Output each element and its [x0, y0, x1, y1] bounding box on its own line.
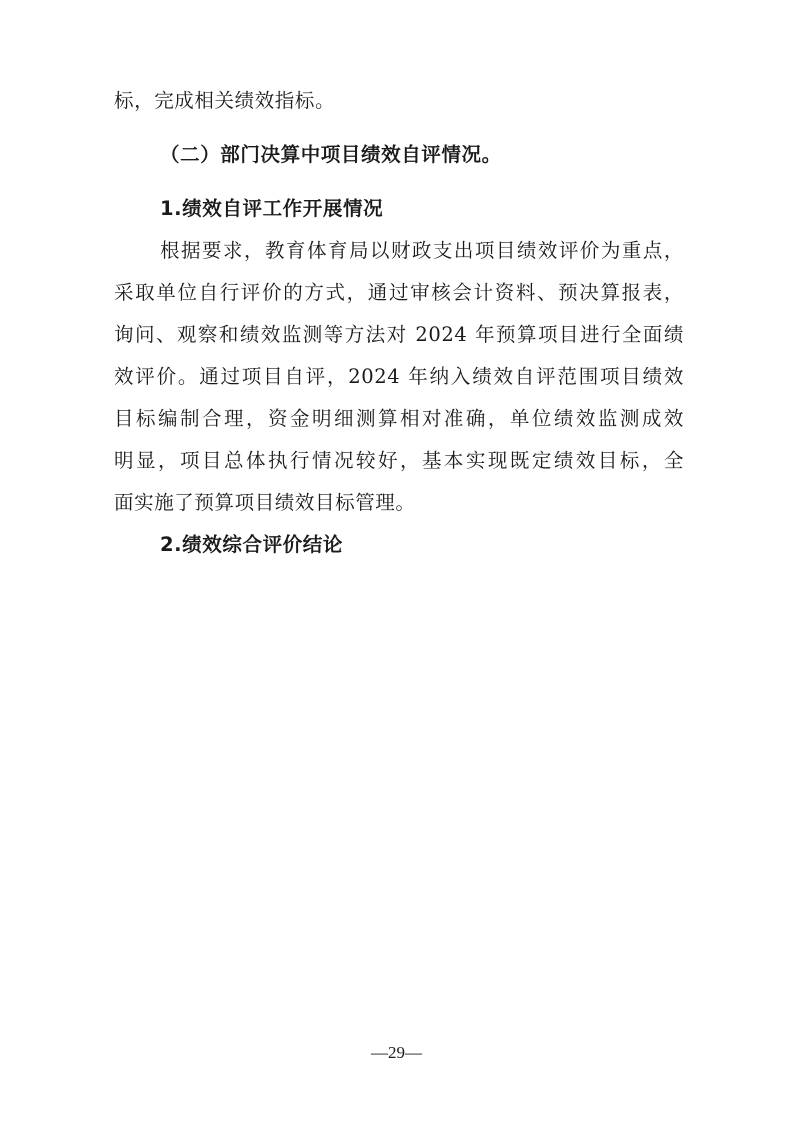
- paragraph-line-last: 面实施了预算项目绩效目标管理。: [114, 491, 416, 514]
- section-heading: （二）部门决算中项目绩效自评情况。: [160, 143, 502, 166]
- subsection-heading-2: 2.绩效综合评价结论: [160, 533, 343, 556]
- paragraph-line: 目标编制合理，资金明细测算相对准确，单位绩效监测成效: [114, 407, 684, 430]
- paragraph-line: 根据要求，教育体育局以财政支出项目绩效评价为重点，: [160, 239, 684, 262]
- paragraph-line: 效评价。通过项目自评，2024 年纳入绩效自评范围项目绩效: [114, 365, 684, 388]
- paragraph-line: 采取单位自行评价的方式，通过审核会计资料、预决算报表，: [114, 281, 684, 304]
- paragraph-line: 明显，项目总体执行情况较好，基本实现既定绩效目标，全: [114, 449, 684, 472]
- continued-paragraph-line: 标，完成相关绩效指标。: [114, 89, 336, 112]
- subsection-heading-1: 1.绩效自评工作开展情况: [160, 197, 384, 220]
- page-number: —29—: [371, 1043, 422, 1062]
- paragraph-line: 询问、观察和绩效监测等方法对 2024 年预算项目进行全面绩: [114, 323, 684, 346]
